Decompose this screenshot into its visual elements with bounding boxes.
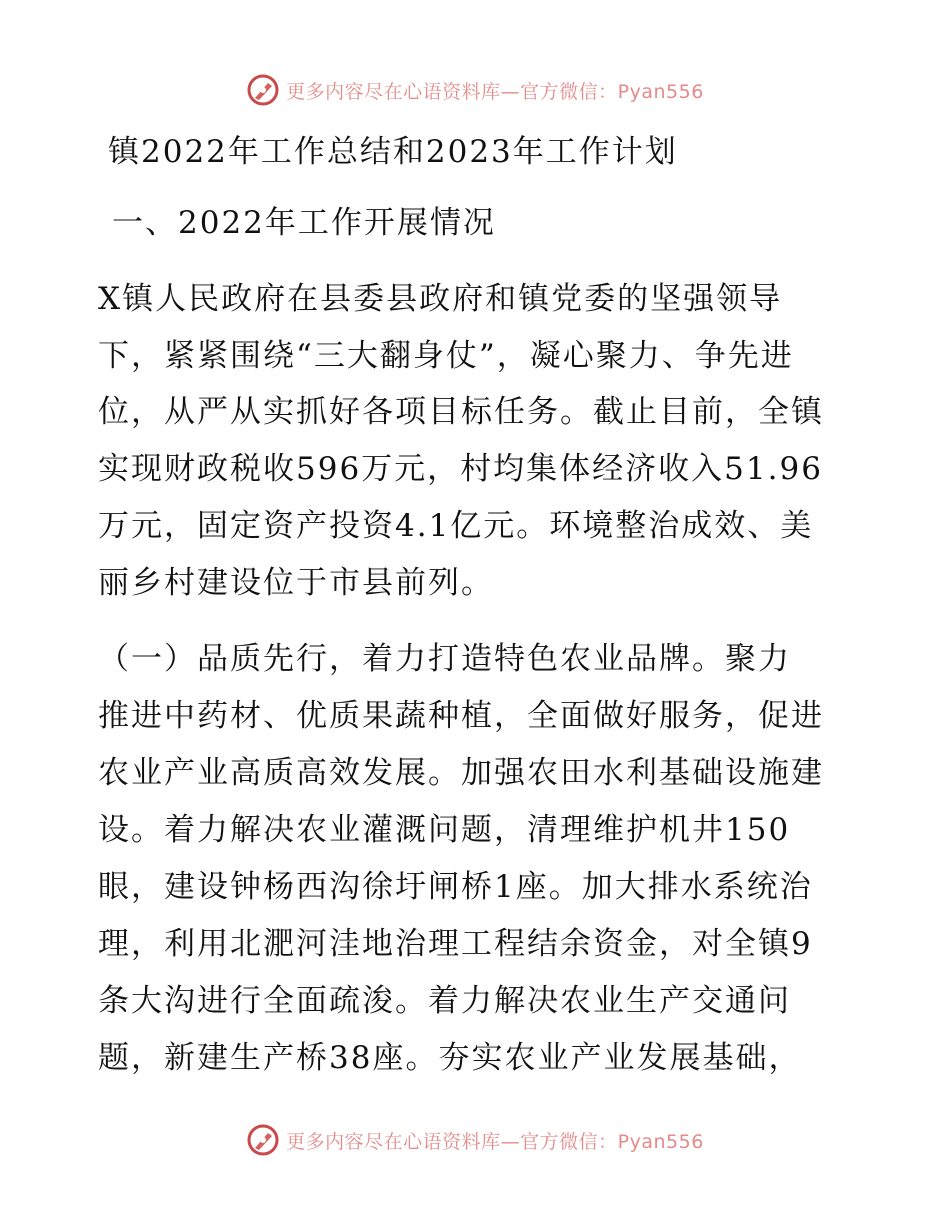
paragraph-line: 农业产业高质高效发展。加强农田水利基础设施建 [98, 755, 824, 791]
paragraph-line: 理，利用北淝河洼地治理工程结余资金，对全镇9 [98, 926, 813, 962]
watermark-banner-top [0, 68, 950, 112]
paragraph-line: 万元，固定资产投资4.1亿元。环境整治成效、美 [98, 508, 814, 544]
paragraph-line: （一）品质先行，着力打造特色农业品牌。聚力 [98, 641, 791, 677]
watermark-text: 更多内容尽在心语资料库—官方微信：Pyan556 [286, 80, 704, 103]
document-title: 镇2022年工作总结和2023年工作计划 [108, 134, 678, 170]
paragraph-line: 下，紧紧围绕“三大翻身仗”，凝心聚力、争先进 [98, 338, 794, 374]
paragraph-line: 推进中药材、优质果蔬种植，全面做好服务，促进 [98, 698, 824, 734]
watermark-banner-bottom [0, 1118, 950, 1162]
paragraph-line: 设。着力解决农业灌溉问题，清理维护机井150 [98, 812, 791, 848]
pen-logo-icon [246, 1123, 280, 1157]
watermark-text: 更多内容尽在心语资料库—官方微信：Pyan556 [286, 1130, 704, 1153]
paragraph-line: 丽乡村建设位于市县前列。 [98, 565, 494, 601]
pen-logo-icon [246, 73, 280, 107]
section-heading: 一、2022年工作开展情况 [112, 205, 496, 241]
paragraph-line: 眼，建设钟杨西沟徐圩闸桥1座。加大排水系统治 [98, 869, 813, 905]
paragraph-line: 实现财政税收596万元，村均集体经济收入51.96 [98, 451, 823, 487]
paragraph-line: 条大沟进行全面疏浚。着力解决农业生产交通问 [98, 983, 791, 1019]
paragraph-line: X镇人民政府在县委县政府和镇党委的坚强领导 [98, 281, 783, 317]
paragraph-line: 题，新建生产桥38座。夯实农业产业发展基础， [98, 1040, 802, 1076]
paragraph-line: 位，从严从实抓好各项目标任务。截止目前，全镇 [98, 394, 824, 430]
